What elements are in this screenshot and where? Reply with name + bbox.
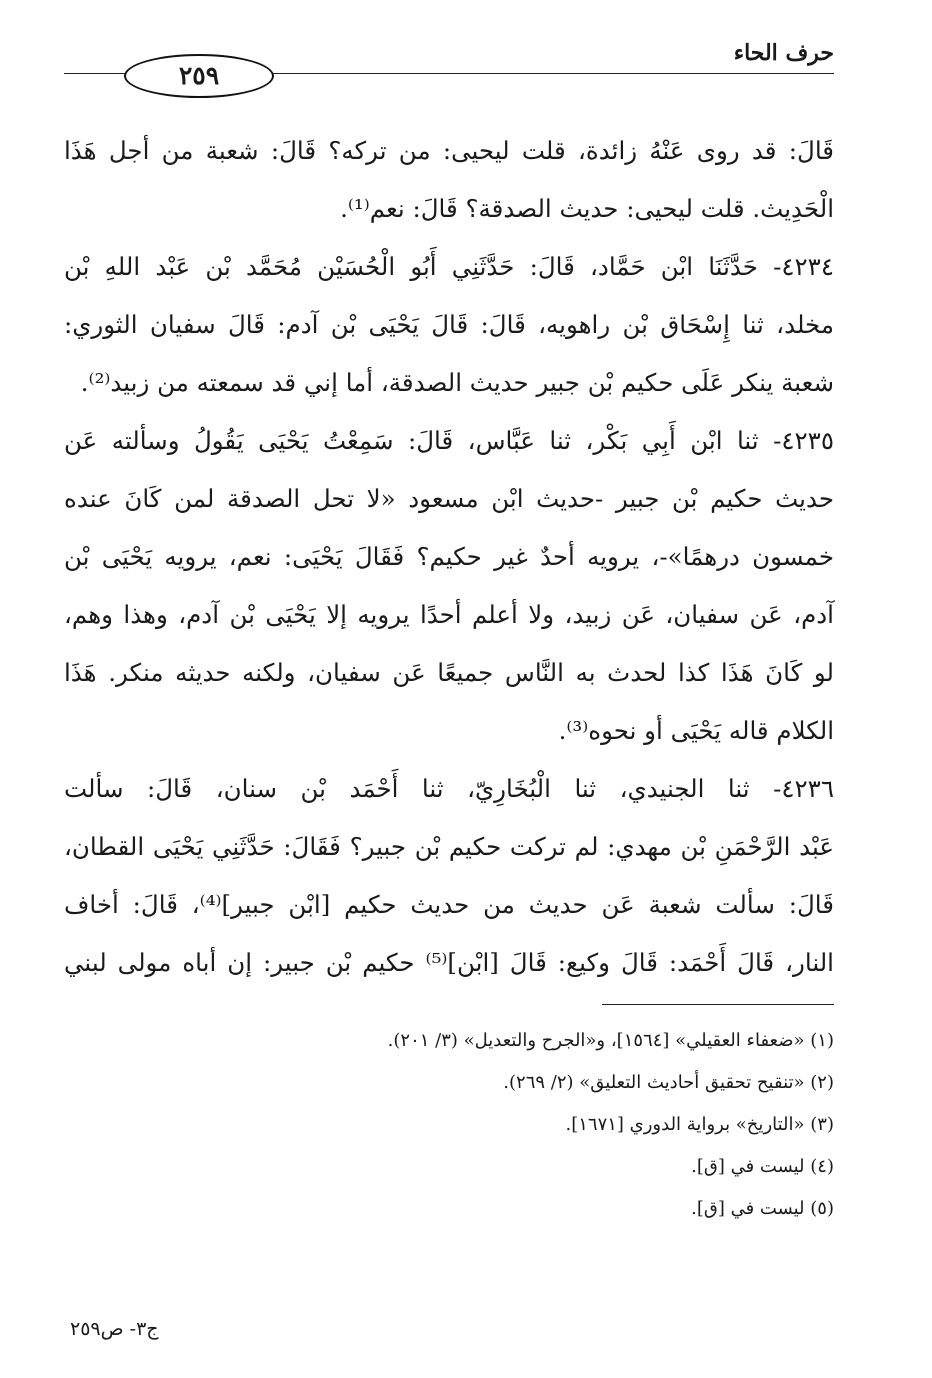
text-line: شعبة ينكر عَلَى حكيم بْن جبير حديث الصدقة، أما إني قد سمعته من زبيد⁽²⁾. [80, 368, 834, 397]
footnote-1: (١) «ضعفاء العقيلي» [١٥٦٤]، و«الجرح والتعديل» (٣/ ٢٠١). [387, 1030, 834, 1051]
page-number-oval: ٢٥٩ [124, 54, 274, 98]
text-line: ٤٢٣٥- ثنا ابْن أَبِي بَكْر، ثنا عَبَّاس، قَالَ: سَمِعْتُ يَحْيَى يَقُولُ وسألته عَن [64, 426, 834, 455]
page-header [64, 30, 834, 100]
folio-reference: ج٣- ص٢٥٩ [70, 1318, 159, 1340]
text-line: ٤٢٣٦- ثنا الجنيدي، ثنا الْبُخَارِيّ، ثنا أَحْمَد بْن سنان، قَالَ: سألت [64, 774, 834, 803]
text-line: خمسون درهمًا»-، يرويه أحدٌ غير حكيم؟ فَقَالَ يَحْيَى: نعم، يرويه يَحْيَى بْن [64, 542, 834, 571]
running-title: حرف الحاء [733, 40, 834, 66]
text-line: عَبْد الرَّحْمَنِ بْن مهدي: لم تركت حكيم بْن جبير؟ فَقَالَ: حَدَّثَنِي يَحْيَى القطان، [64, 832, 834, 861]
text-line: آدم، عَن سفيان، عَن زبيد، ولا أعلم أحدًا يرويه إلا يَحْيَى بْن آدم، وهذا وهم، [64, 600, 834, 629]
text-line: مخلد، ثنا إِسْحَاق بْن راهويه، قَالَ: قَالَ يَحْيَى بْن آدم: قَالَ سفيان الثوري: [64, 310, 834, 339]
footnote-5: (٥) ليست في [ق]. [691, 1198, 834, 1219]
text-line: حديث حكيم بْن جبير -حديث ابْن مسعود «لا تحل الصدقة لمن كَانَ عنده [64, 484, 834, 513]
text-line: الْحَدِيث. قلت ليحيى: حديث الصدقة؟ قَالَ: نعم⁽¹⁾. [340, 194, 834, 223]
text-line: لو كَانَ هَذَا كذا لحدث به النَّاس جميعًا عَن سفيان، ولكنه حديثه منكر. هَذَا [64, 658, 834, 687]
footnote-4: (٤) ليست في [ق]. [691, 1156, 834, 1177]
text-line: الكلام قاله يَحْيَى أو نحوه⁽³⁾. [558, 716, 834, 745]
main-text [64, 122, 834, 992]
footnote-3: (٣) «التاريخ» برواية الدوري [١٦٧١]. [565, 1114, 834, 1135]
text-line: قَالَ: سألت شعبة عَن حديث من حديث حكيم [ابْن جبير]⁽⁴⁾، قَالَ: أخاف [64, 890, 834, 919]
footnotes [94, 1020, 834, 1230]
text-line: النار، قَالَ أَحْمَد: قَالَ وكيع: قَالَ [ابْن]⁽⁵⁾ حكيم بْن جبير: إن أباه مولى لبني [64, 948, 834, 977]
text-line: قَالَ: قد روى عَنْهُ زائدة، قلت ليحيى: من تركه؟ قَالَ: شعبة من أجل هَذَا [64, 136, 834, 165]
text-line: ٤٢٣٤- حَدَّثَنَا ابْن حَمَّاد، قَالَ: حَدَّثَنِي أَبُو الْحُسَيْن مُحَمَّد بْن عَبْد اللهِ بْن [64, 252, 834, 281]
footnote-separator [602, 1004, 834, 1005]
footnote-2: (٢) «تنقيح تحقيق أحاديث التعليق» (٢/ ٢٦٩). [503, 1072, 834, 1093]
